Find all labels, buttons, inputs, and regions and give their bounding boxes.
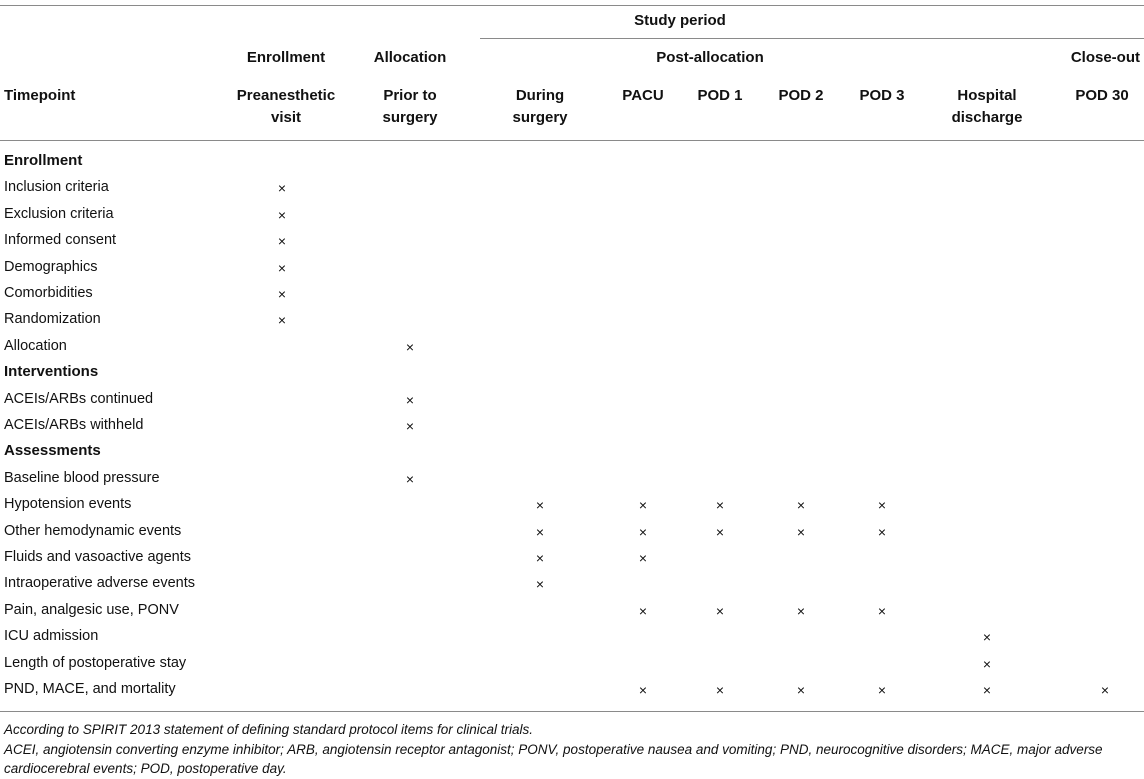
phase-allocation: Allocation — [373, 49, 447, 66]
schedule-mark: × — [715, 682, 725, 698]
row-label: Demographics — [4, 258, 98, 275]
schedule-mark: × — [535, 550, 545, 566]
schedule-mark: × — [638, 497, 648, 514]
schedule-mark: × — [877, 497, 887, 514]
row-label: ICU admission — [4, 628, 99, 645]
schedule-mark: × — [796, 682, 806, 698]
schedule-mark: × — [535, 576, 545, 593]
schedule-mark: × — [277, 286, 287, 302]
schedule-mark: × — [277, 233, 287, 250]
schedule-mark: × — [796, 523, 806, 540]
row-label: Allocation — [4, 337, 67, 354]
header-bottom-rule — [0, 140, 1144, 141]
footnote-abbreviations: ACEI, angiotensin converting enzyme inhibitor; ARB, angiotensin receptor antagonist; PONV, postoperative nausea and vomiting; PND, neurocognitive disorders; MACE, major adverse cardiocerebral events; POD, postoperative day. — [4, 742, 1103, 776]
row-label: Baseline blood pressure — [4, 469, 160, 486]
row-label: Hypotension events — [4, 496, 132, 513]
schedule-mark: × — [405, 418, 415, 434]
schedule-mark: × — [796, 602, 806, 619]
row-label: Comorbidities — [4, 285, 93, 301]
row-label: Fluids and vasoactive agents — [4, 549, 191, 565]
schedule-mark: × — [877, 523, 887, 540]
row-label: Other hemodynamic events — [4, 522, 182, 539]
row-label: Length of postoperative stay — [4, 654, 187, 671]
schedule-mark: × — [1100, 682, 1110, 698]
schedule-mark: × — [535, 523, 545, 540]
schedule-mark: × — [638, 682, 648, 698]
col-header-prior-to-surgery: Prior to surgery — [382, 87, 438, 126]
section-heading: Assessments — [4, 442, 101, 460]
row-label: Intraoperative adverse events — [4, 575, 196, 592]
row-label: Inclusion criteria — [4, 179, 109, 196]
row-label: Informed consent — [4, 232, 117, 249]
col-header-pod1: POD 1 — [697, 87, 743, 104]
schedule-mark: × — [715, 497, 725, 514]
schedule-mark: × — [877, 682, 887, 698]
schedule-mark: × — [877, 602, 887, 619]
row-label: Exclusion criteria — [4, 205, 114, 222]
schedule-mark: × — [277, 180, 287, 197]
schedule-mark: × — [535, 497, 545, 514]
col-header-pacu: PACU — [622, 87, 664, 104]
col-header-preanesthetic-visit: Preanesthetic visit — [236, 87, 336, 126]
table-bottom-rule — [0, 711, 1144, 712]
schedule-mark: × — [638, 550, 648, 566]
col-header-pod2: POD 2 — [778, 87, 824, 104]
col-header-during-surgery: During surgery — [512, 87, 568, 126]
row-label: ACEIs/ARBs withheld — [4, 417, 144, 433]
schedule-mark: × — [405, 470, 415, 487]
phase-post-allocation: Post-allocation — [656, 49, 764, 66]
row-label: PND, MACE, and mortality — [4, 681, 176, 697]
schedule-mark: × — [405, 338, 415, 355]
row-label: Pain, analgesic use, PONV — [4, 601, 179, 618]
schedule-mark: × — [715, 523, 725, 540]
footnote-source: According to SPIRIT 2013 statement of defining standard protocol items for clinical trials. — [4, 722, 534, 737]
schedule-mark: × — [638, 523, 648, 540]
timepoint-heading: Timepoint — [4, 87, 76, 104]
row-label: ACEIs/ARBs continued — [4, 390, 154, 407]
col-header-hospital-discharge: Hospital discharge — [951, 87, 1023, 126]
section-heading: Enrollment — [4, 152, 83, 169]
schedule-mark: × — [982, 655, 992, 672]
section-heading: Interventions — [4, 363, 99, 381]
schedule-mark: × — [982, 682, 992, 698]
top-rule — [0, 5, 1144, 6]
schedule-mark: × — [638, 602, 648, 619]
study-period-heading: Study period — [634, 12, 726, 29]
schedule-mark: × — [277, 259, 287, 276]
schedule-mark: × — [405, 391, 415, 408]
phase-close-out: Close-out — [1070, 49, 1140, 66]
schedule-mark: × — [277, 206, 287, 223]
schedule-mark: × — [715, 602, 725, 619]
col-header-pod30: POD 30 — [1075, 87, 1129, 104]
col-header-pod3: POD 3 — [859, 87, 905, 104]
schedule-mark: × — [796, 497, 806, 514]
row-label: Randomization — [4, 311, 101, 328]
phase-enrollment: Enrollment — [246, 49, 326, 66]
schedule-mark: × — [277, 312, 287, 329]
schedule-mark: × — [982, 629, 992, 646]
study-period-underline — [480, 38, 1144, 39]
